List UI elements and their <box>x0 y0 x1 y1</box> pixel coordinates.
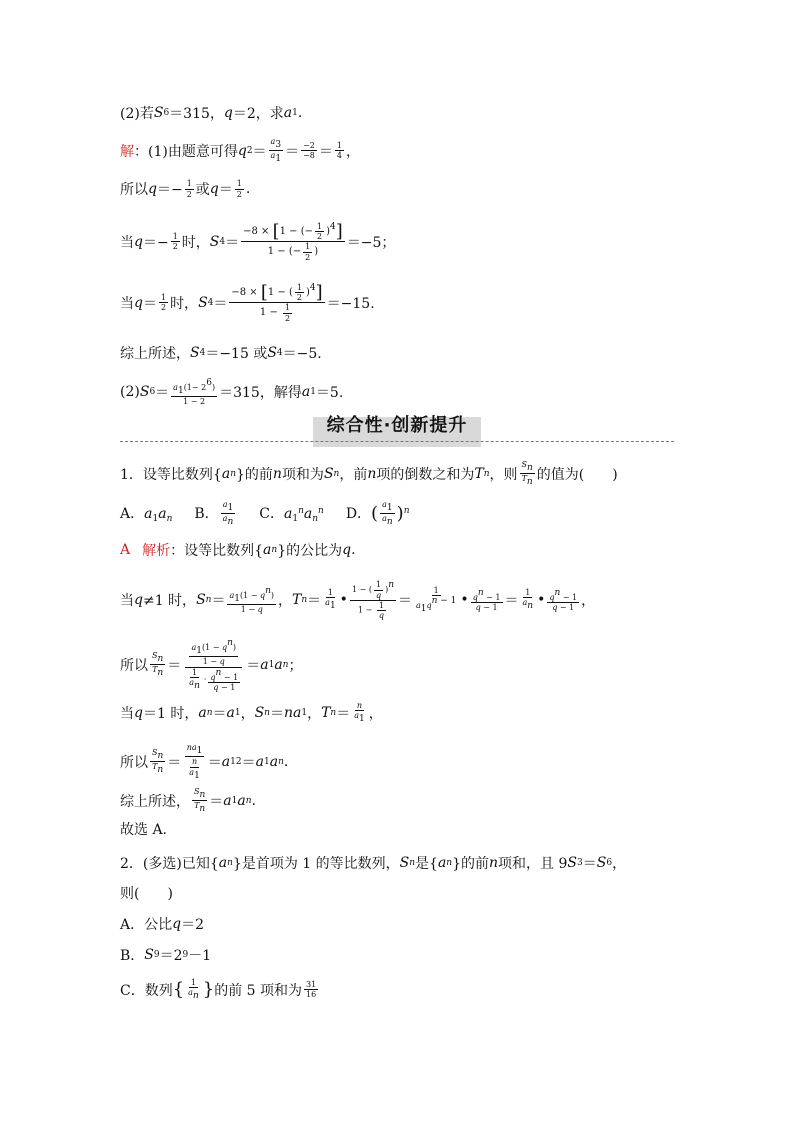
answer-1-line-3: 所以 $S_n$ $T_n$ ＝ $\frac{a_1(1 - q^n)}{1 - q}$ $\frac{1}{a_n}$ · $\frac{q^n - 1}{q - 1}$ ＝ a 1 a n ； <box>120 638 303 692</box>
option-c[interactable]: C．$a_1^na_n^n$ <box>259 506 324 525</box>
answer-1-line-5: 所以 $S_n$ $T_n$ ＝ $na_1$ $\frac{n}{a_1}$ ＝ a 1 2 ＝ a 1 a n . <box>120 743 289 781</box>
solution-line-3: 当 q ＝− 1 2 时， S 4 ＝ −8 × [1 − (− $\frac{1}{2}$ )$^4$] 1 − (− $\frac{1}{2}$ ) ＝−5； <box>120 220 396 262</box>
section-header <box>120 411 674 443</box>
question-1-options <box>120 500 409 528</box>
answer-1-choice: A <box>120 542 131 558</box>
part2-question: (2)若 S 6 ＝315， q ＝2，求 a 1 . <box>120 105 303 122</box>
option-d[interactable]: D．( $\frac{a_1}{a_n}$ )$^n$ <box>345 500 410 528</box>
section-title: 综合性·创新提升 <box>326 415 468 436</box>
section-divider <box>120 441 674 442</box>
option-a[interactable]: A．$a_1a_n$ <box>120 506 173 525</box>
answer-1-line-2: 当 q ≠1 时， S n ＝ $a_1(1 - q^n)$ 1 − q ， T n ＝ 1 $a_1$ • 1 − ( $\frac{1}{q}$ )$^n$ 1 − $\frac{1}{q}$ ＝ 1 $a_1q^{n - 1}$ • $q^n - 1$ q − 1 ＝ 1 $a_n$ • $q^n - 1$ q − 1 ， <box>120 580 596 620</box>
question-2-line-2: 则( ) <box>120 886 173 902</box>
question-2-line-1: 2．(多选)已知{ a n }是首项为 1 的等比数列， S n 是{ a n }的前 n 项和，且 9 S 3 ＝ S 6 ， <box>120 855 627 872</box>
answer-1-line-7: 故选 A. <box>120 822 168 838</box>
question-2-option-a[interactable]: A．公比 q ＝2 <box>120 916 205 933</box>
answer-1-line-6: 综上所述， $S_n$ $T_n$ ＝ a 1 a n . <box>120 787 256 815</box>
solution-label: 解 <box>120 143 134 160</box>
option-b[interactable]: B． $\frac{a_1}{a_n}$ <box>194 500 234 528</box>
question-2-option-c[interactable]: C．数列 { 1 $a_n$ } 的前 5 项和为 31 16 <box>120 978 317 1002</box>
question-2-option-b[interactable]: B． S 9 ＝2 9 －1 <box>120 947 212 964</box>
answer-1-analysis: A 解析 ：设等比数列{ a n }的公比为 q . <box>120 542 356 559</box>
solution-line-5: 综上所述， S 4 ＝−15 或 S 4 ＝−5. <box>120 345 322 362</box>
solution-line-1: 解 ：(1)由题意可得 q 2 ＝ $a_3$ $a_1$ ＝ −2 −8 ＝ 1 4 ， <box>120 137 360 165</box>
solution-line-4: 当 q ＝ 1 2 时， S 4 ＝ −8 × [1 − ( $\frac{1}{2}$ )$^4$] 1 − $\frac{1}{2}$ ＝−15. <box>120 281 375 323</box>
answer-1-line-4: 当 q ＝1 时， a n ＝ a 1 ， S n ＝ na 1 ， T n ＝ n $a_1$ ， <box>120 701 383 725</box>
question-1: 1．设等比数列{ a n }的前 n 项和为 S n ，前 n 项的倒数之和为 T n ，则 $S_n$ $T_n$ 的值为( ) <box>120 460 618 488</box>
solution-line-6: (2) S 6 ＝ $a_1(1- 2^6)$ 1 − 2 ＝315，解得 a 1 ＝5. <box>120 378 344 407</box>
solution-line-2: 所以 q ＝− 1 2 或 q ＝ 1 2 . <box>120 179 251 199</box>
